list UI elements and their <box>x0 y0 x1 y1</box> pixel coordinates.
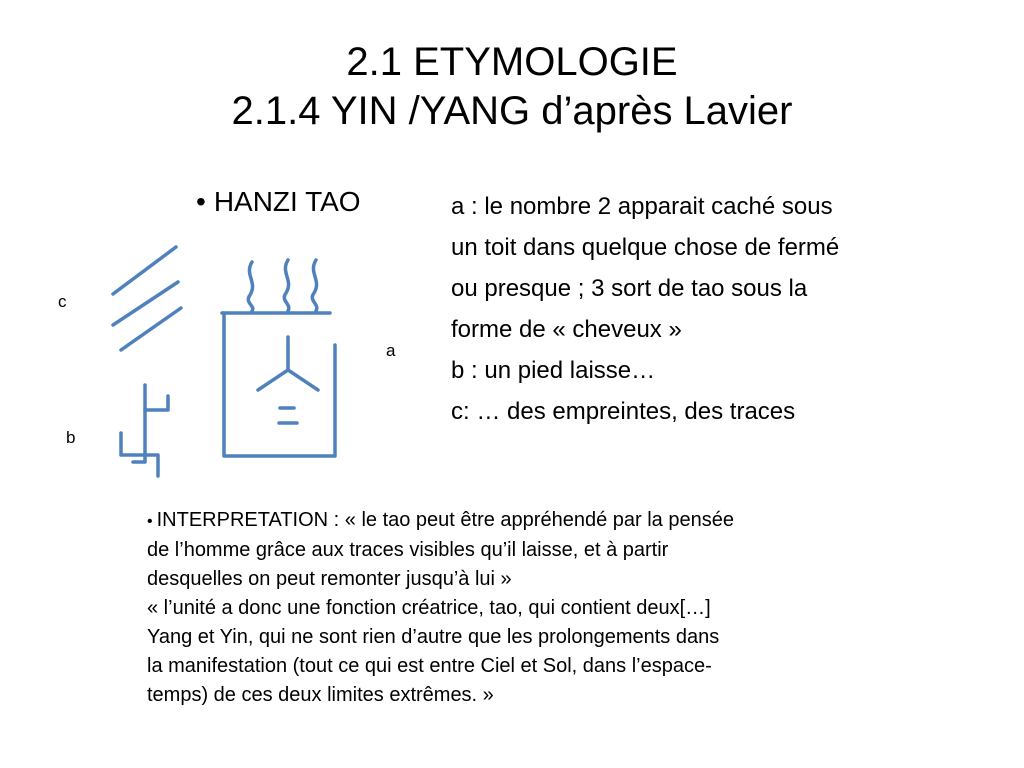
interpretation-line: temps) de ces deux limites extrêmes. » <box>147 684 494 706</box>
label-b: b <box>66 428 76 447</box>
interpretation-line: Yang et Yin, qui ne sont rien d’autre que les prolongements dans <box>147 626 720 648</box>
interpretation-line: de l’homme grâce aux traces visibles qu’il laisse, et à partir <box>147 539 669 561</box>
label-a: a <box>386 341 396 360</box>
enclosure-box <box>222 313 335 456</box>
explanation-line: forme de « cheveux » <box>451 316 682 343</box>
title-line-2: 2.1.4 YIN /YANG d’après Lavier <box>231 89 793 133</box>
inner-y-symbol <box>258 337 318 390</box>
explanation-line: b : un pied laisse… <box>451 357 656 384</box>
foot-glyph <box>121 385 168 476</box>
interpretation-line: desquelles on peut remonter jusqu’à lui » <box>147 568 512 590</box>
explanation-line: ou presque ; 3 sort de tao sous la <box>451 275 808 302</box>
bullet-dot: • <box>196 186 206 217</box>
explanation-text <box>451 186 991 432</box>
interpretation-block <box>147 506 927 710</box>
explanation-line: un toit dans quelque chose de fermé <box>451 234 840 261</box>
interpretation-text: INTERPRETATION : « le tao peut être appréhendé par la pensée <box>156 509 734 531</box>
interpretation-line: la manifestation (tout ce qui est entre Ciel et Sol, dans l’espace- <box>147 655 712 677</box>
title-line-1: 2.1 ETYMOLOGIE <box>346 40 678 84</box>
interpretation-line: « l’unité a donc une fonction créatrice, tao, qui contient deux[…] <box>147 597 711 619</box>
hanzi-tao-label: HANZI TAO <box>213 186 361 217</box>
explanation-line: a : le nombre 2 apparait caché sous <box>451 193 833 220</box>
label-c: c <box>58 292 67 311</box>
hair-strands <box>248 260 317 311</box>
traces-strokes <box>113 247 181 350</box>
bullet-dot: • <box>147 513 153 530</box>
explanation-line: c: … des empreintes, des traces <box>451 398 796 425</box>
hidden-two-strokes <box>279 408 297 423</box>
interpretation-line <box>147 506 927 536</box>
